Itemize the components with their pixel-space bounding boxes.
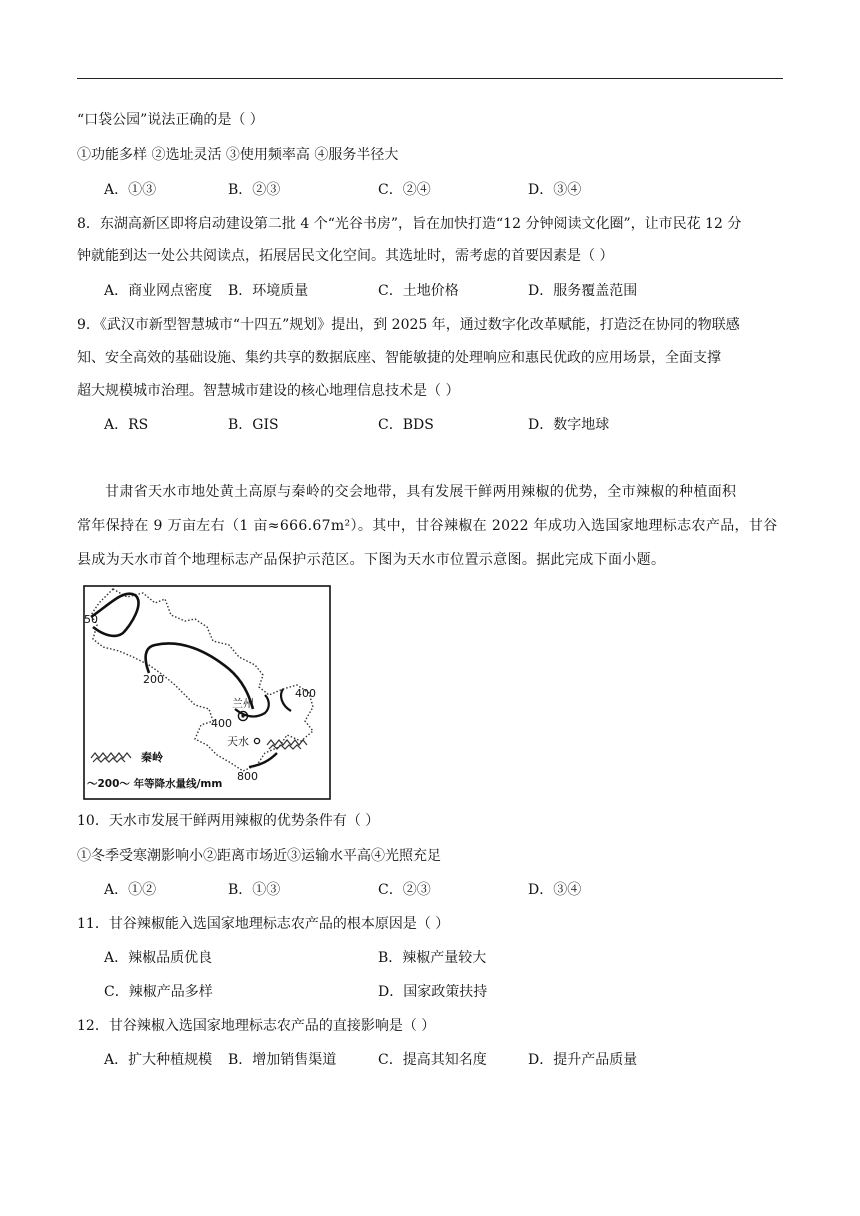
isohyet-label-400-right: 400 <box>295 687 316 700</box>
q12-option-d: D．提升产品质量 <box>528 1052 638 1068</box>
q9-option-d: D．数字地球 <box>528 417 610 433</box>
qinling-legend-label: 秦岭 <box>141 751 163 764</box>
isohyet-label-50: 50 <box>84 613 98 626</box>
q12-stem: 12．甘谷辣椒入选国家地理标志农产品的直接影响是（ ） <box>77 1018 436 1034</box>
isohyet-legend-label: ～200～ 年等降水量线/mm <box>87 778 223 790</box>
q11-option-c: C．辣椒产品多样 <box>104 984 213 1000</box>
map-frame <box>84 586 330 799</box>
lanzhou-label: 兰州 <box>232 697 254 710</box>
passage-line3: 县成为天水市首个地理标志产品保护示范区。下图为天水市位置示意图。据此完成下面小题。 <box>77 552 666 568</box>
q10-option-c: C．②③ <box>378 882 431 898</box>
isohyet-label-400-left: 400 <box>211 717 232 730</box>
q9-stem-line3: 超大规模城市治理。智慧城市建设的核心地理信息技术是（ ） <box>77 383 460 399</box>
q9-option-a: A．RS <box>104 417 149 433</box>
tianshui-label: 天水 <box>227 735 249 748</box>
q8-option-c: C．土地价格 <box>378 283 459 299</box>
q11-option-d: D．国家政策扶持 <box>378 984 488 1000</box>
q10-stem: 10．天水市发展干鲜两用辣椒的优势条件有（ ） <box>77 813 380 829</box>
q10-option-b: B．①③ <box>228 882 281 898</box>
q9-option-c: C．BDS <box>378 417 434 433</box>
q10-statements: ①冬季受寒潮影响小②距离市场近③运输水平高④光照充足 <box>77 848 441 864</box>
q10-option-d: D．③④ <box>528 882 582 898</box>
q12-option-b: B．增加销售渠道 <box>228 1052 337 1068</box>
q12-option-c: C．提高其知名度 <box>378 1052 487 1068</box>
q10-option-a: A．①② <box>104 882 157 898</box>
q11-option-a: A．辣椒品质优良 <box>104 950 213 966</box>
q7-stem: “口袋公园”说法正确的是（ ） <box>77 112 264 128</box>
q7-option-c: C．②④ <box>378 182 431 198</box>
q9-stem-line2: 知、安全高效的基础设施、集约共享的数据底座、智能敏捷的处理响应和惠民优政的应用场景，全面支撑 <box>77 350 721 366</box>
tianshui-location-map <box>83 585 331 800</box>
q12-option-a: A．扩大种植规模 <box>104 1052 213 1068</box>
reading-passage <box>77 475 783 577</box>
q8-stem-line2: 钟就能到达一处公共阅读点，拓展居民文化空间。其选址时，需考虑的首要因素是（ ） <box>77 248 614 264</box>
isohyet-label-800: 800 <box>237 770 258 783</box>
q8-option-b: B．环境质量 <box>228 283 309 299</box>
isohyet-label-200: 200 <box>143 673 164 686</box>
q11-option-b: B．辣椒产量较大 <box>378 950 487 966</box>
passage-line1: 甘肃省天水市地处黄土高原与秦岭的交会地带，具有发展干鲜两用辣椒的优势，全市辣椒的种植面积 <box>105 484 737 500</box>
q7-option-a: A．①③ <box>104 182 157 198</box>
q8-option-a: A．商业网点密度 <box>104 283 213 299</box>
q8-stem-line1: 8．东湖高新区即将启动建设第二批 4 个“光谷书房”，旨在加快打造“12 分钟阅读文化圈”，让市民花 12 分 <box>77 216 742 232</box>
q11-stem: 11．甘谷辣椒能入选国家地理标志农产品的根本原因是（ ） <box>77 916 450 932</box>
q7-option-d: D．③④ <box>528 182 582 198</box>
passage-line2: 常年保持在 9 万亩左右（1 亩≈666.67m²）。其中，甘谷辣椒在 2022 年成功入选国家地理标志农产品，甘谷 <box>77 518 778 534</box>
q7-option-b: B．②③ <box>228 182 281 198</box>
q8-option-d: D．服务覆盖范围 <box>528 283 638 299</box>
q9-stem-line1: 9．《武汉市新型智慧城市“十四五”规划》提出，到 2025 年，通过数字化改革赋能，打造泛在协同的物联感 <box>77 317 740 333</box>
q9-option-b: B．GIS <box>228 417 279 433</box>
q7-statements: ①功能多样 ②选址灵活 ③使用频率高 ④服务半径大 <box>77 147 399 163</box>
header-rule <box>77 78 783 79</box>
